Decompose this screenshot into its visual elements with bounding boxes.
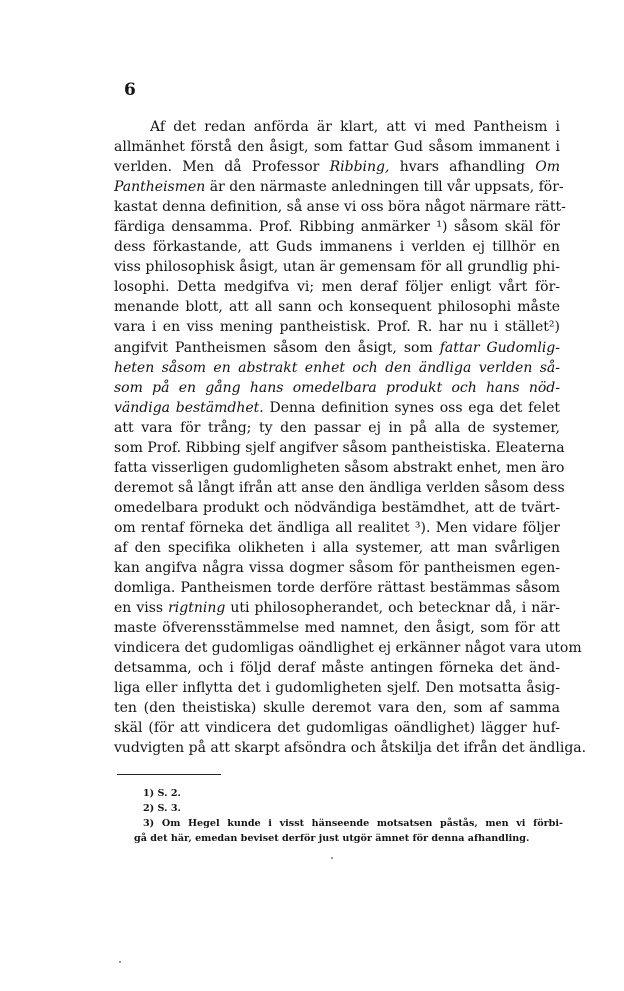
text-line: omedelbara produkt och nödvändiga bestämdhet, att de tvärt- bbox=[114, 499, 560, 516]
footnote-rule bbox=[117, 774, 221, 775]
text-line: dess förkastande, att Guds immanens i verlden ej tillhör en bbox=[114, 239, 560, 256]
page-number: 6 bbox=[124, 80, 136, 100]
text-line: kastat denna definition, så anse vi oss böra något närmare rätt- bbox=[114, 199, 566, 216]
text-line: domliga. Pantheismen torde derföre rättast bestämmas såsom bbox=[114, 580, 560, 597]
text-line: fatta visserligen gudomligheten såsom abstrakt enhet, men äro bbox=[114, 459, 565, 476]
text-line: maste öfverensstämmelse med namnet, den åsigt, som för att bbox=[114, 620, 560, 637]
text-line: liga eller inflytta det i gudomligheten sjelf. Den motsatta åsig- bbox=[114, 680, 560, 697]
body-text bbox=[114, 117, 587, 759]
text-line: en viss rigtning uti philosopherandet, och betecknar då, i när- bbox=[114, 600, 560, 617]
text-line: att vara för trång; ty den passar ej in på alla de systemer, bbox=[114, 419, 560, 436]
footnote: gå det här, emedan beviset derför just utgör ämnet för denna afhandling. bbox=[134, 833, 530, 844]
footnotes bbox=[134, 786, 563, 846]
text-line: som på en gång hans omedelbara produkt och hans nöd- bbox=[114, 379, 560, 396]
text-line: verlden. Men då Professor Ribbing, hvars afhandling Om bbox=[114, 159, 560, 176]
text-line: Af det redan anförda är klart, att vi med Pantheism i bbox=[150, 119, 560, 135]
text-line: vudvigten på att skarpt afsöndra och åtskilja det ifrån det ändliga. bbox=[114, 740, 587, 757]
footnote: 3) Om Hegel kunde i visst hänseende motsatsen påstås, men vi förbi- bbox=[143, 818, 563, 829]
text-line: ten (den theistiska) skulle deremot vara den, som af samma bbox=[114, 700, 560, 717]
text-line: af den specifika olikheten i alla systemer, att man svårligen bbox=[114, 539, 560, 556]
text-line: detsamma, och i följd deraf måste antingen förneka det änd- bbox=[114, 660, 560, 677]
text-line: skäl (för att vindicera det gudomligas oändlighet) lägger huf- bbox=[114, 720, 560, 737]
text-line: heten såsom en abstrakt enhet och den ändliga verlden så- bbox=[114, 359, 560, 376]
text-line: vändiga bestämdhet. Denna definition synes oss ega det felet bbox=[114, 399, 560, 416]
footnote: 2) S. 3. bbox=[143, 803, 181, 814]
text-line: viss philosophisk åsigt, utan är gemensam för all grundlig phi- bbox=[114, 259, 560, 276]
text-line: färdiga densamma. Prof. Ribbing anmärker ¹) såsom skäl för bbox=[114, 219, 560, 236]
text-line: angifvit Pantheismen såsom den åsigt, som fattar Gudomlig- bbox=[114, 339, 560, 356]
text-line: allmänhet förstå den åsigt, som fattar Gud såsom immanent i bbox=[114, 139, 560, 156]
text-line: deremot så långt ifrån att anse den ändliga verlden såsom dess bbox=[114, 479, 565, 496]
text-line: vara i en viss mening pantheistisk. Prof. R. har nu i stället²) bbox=[114, 319, 560, 336]
text-line: vindicera det gudomligas oändlighet ej erkänner något vara utom bbox=[114, 640, 582, 657]
paper-speck bbox=[119, 961, 121, 963]
footnote: 1) S. 2. bbox=[143, 788, 181, 799]
text-line: Pantheismen är den närmaste anledningen till vår uppsats, för- bbox=[114, 179, 564, 196]
text-line: som Prof. Ribbing sjelf angifver såsom pantheistiska. Eleaterna bbox=[114, 439, 565, 456]
text-line: om rentaf förneka det ändliga all realitet ³). Men vidare följer bbox=[114, 519, 560, 536]
paper-speck bbox=[331, 857, 333, 859]
text-line: losophi. Detta medgifva vi; men deraf följer enligt vårt för- bbox=[114, 279, 560, 296]
text-line: kan angifva några vissa dogmer såsom för pantheismen egen- bbox=[114, 560, 560, 577]
text-line: menande blott, att all sann och konsequent philosophi måste bbox=[114, 299, 560, 316]
